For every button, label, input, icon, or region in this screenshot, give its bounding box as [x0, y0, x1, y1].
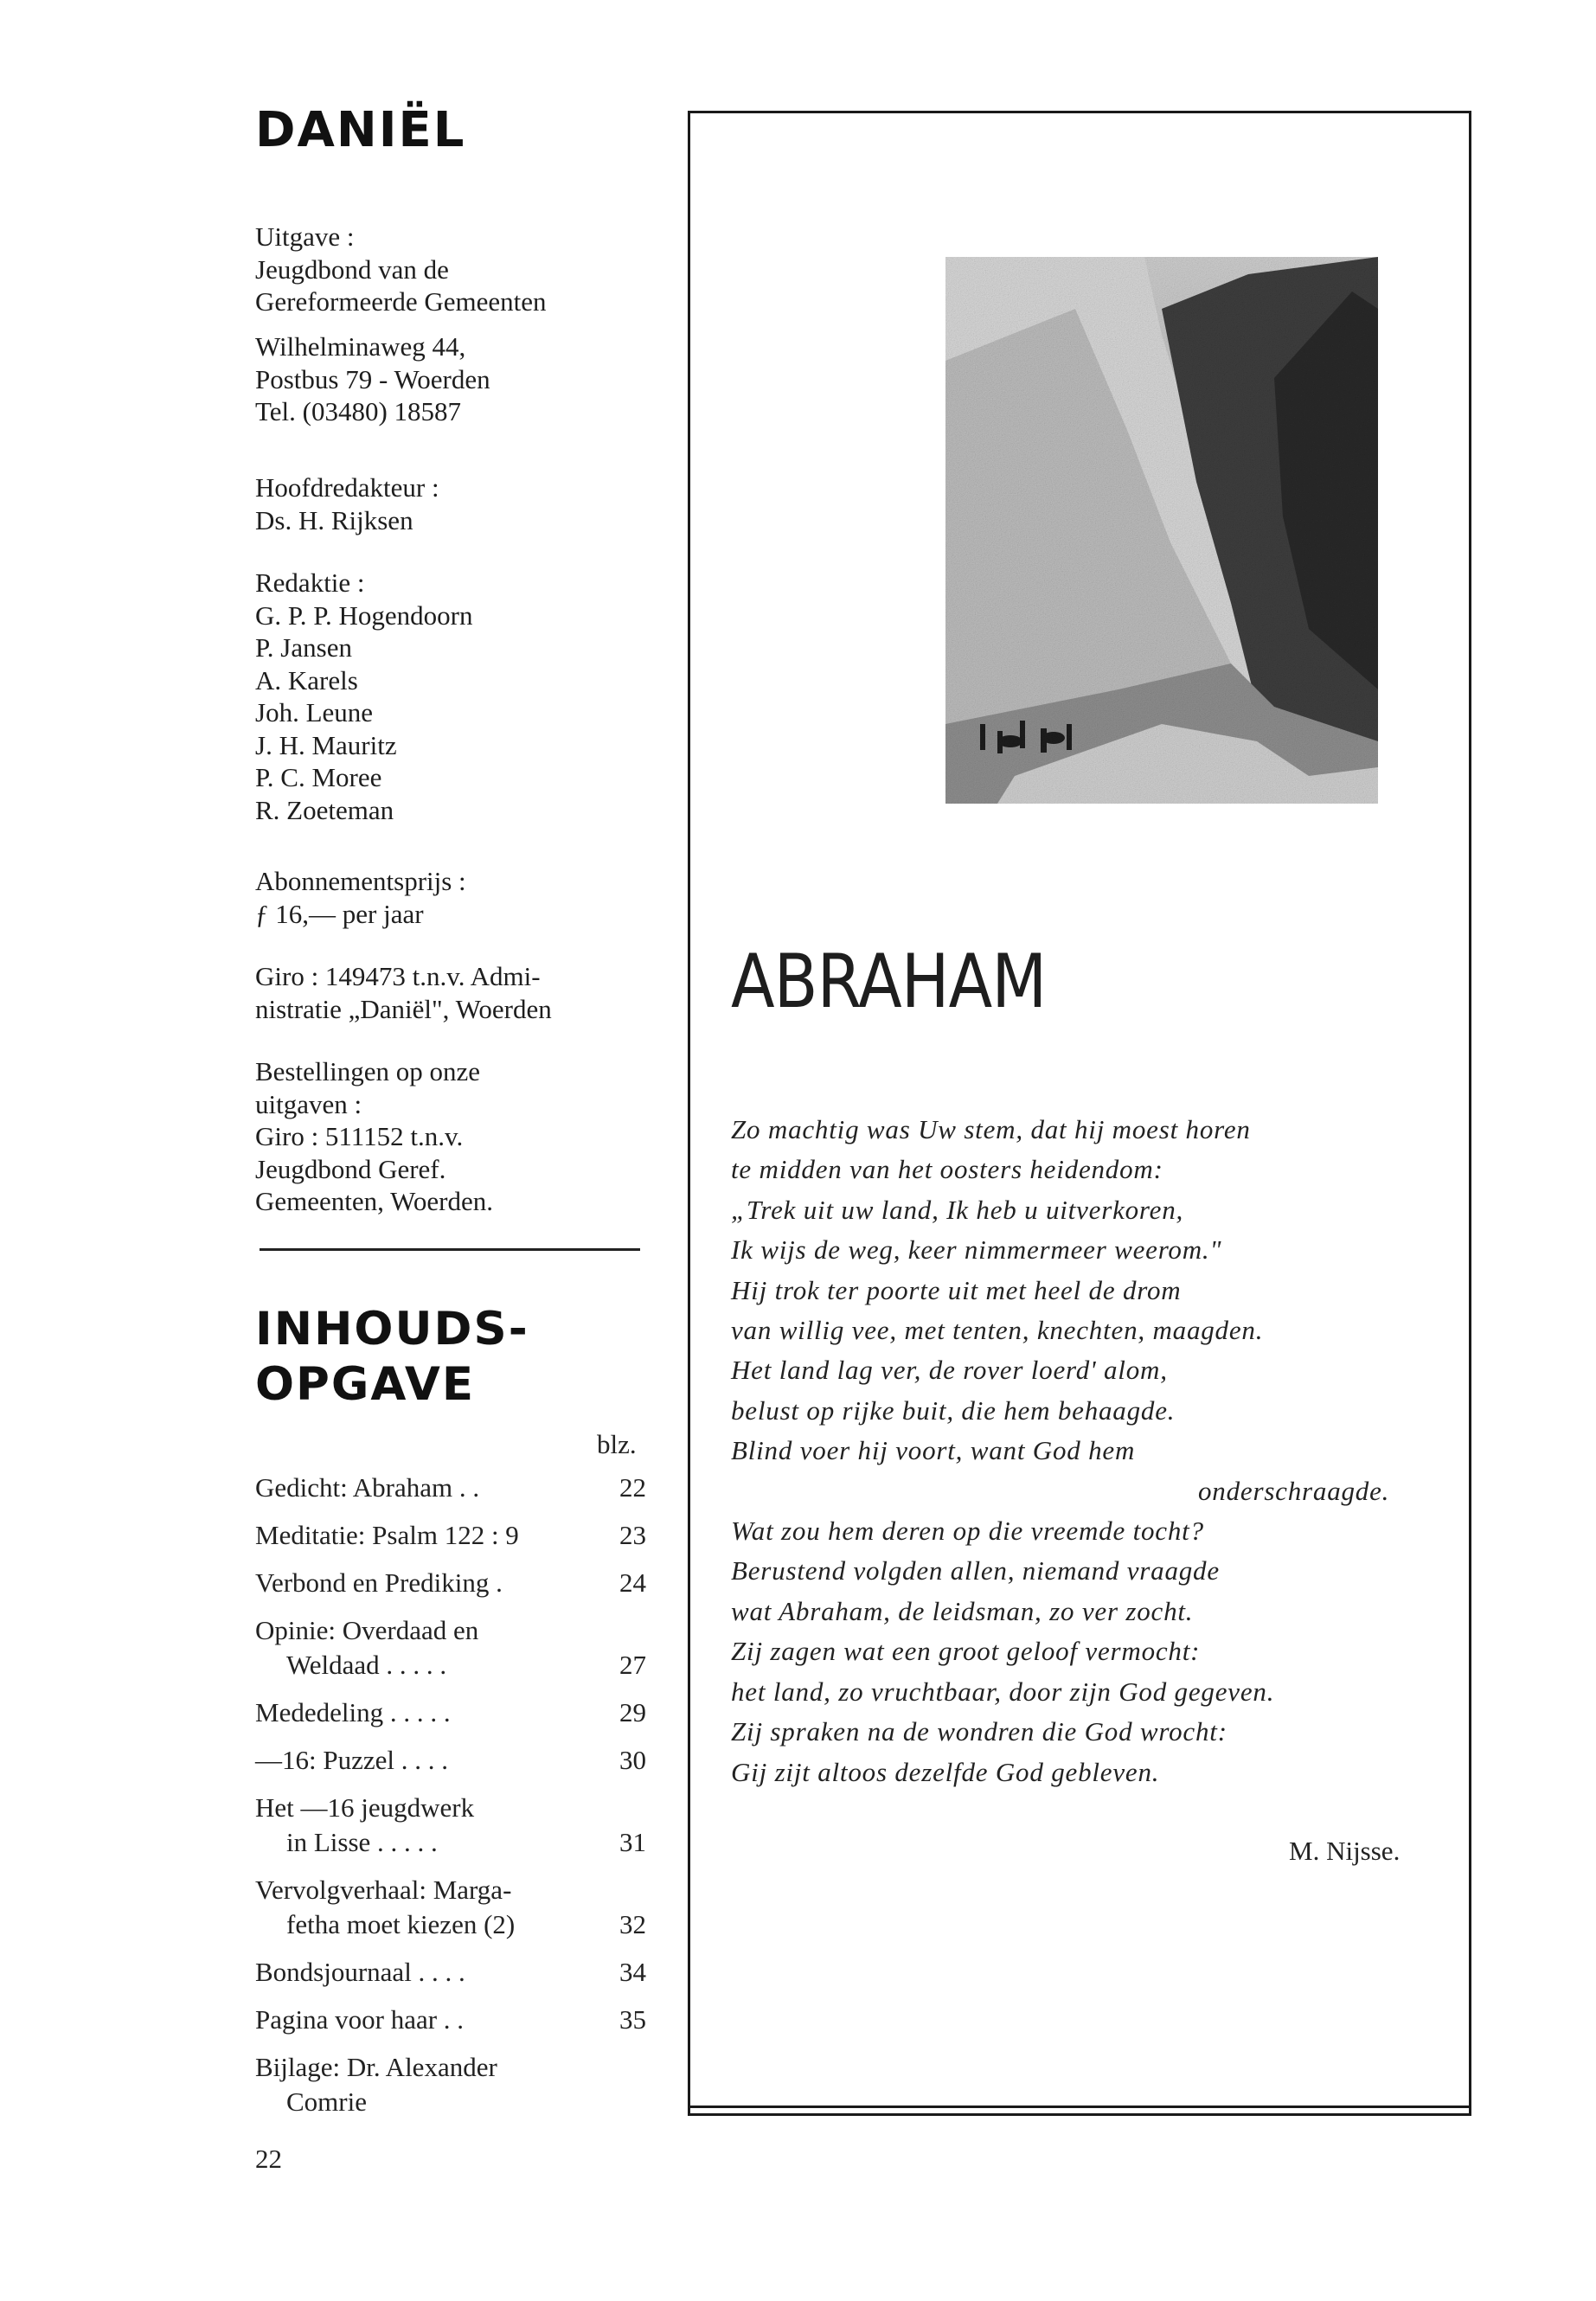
- toc-entry-title: Mededeling . . . . .: [255, 1697, 451, 1727]
- poem-body: [731, 1110, 1389, 1792]
- poem-line: Zij zagen wat een groot geloof vermocht:: [731, 1636, 1201, 1667]
- poem-line: Ik wijs de weg, keer nimmermeer weerom.": [731, 1234, 1222, 1266]
- toc-entry: [255, 2050, 653, 2119]
- toc-entry-title: Bijlage: Dr. Alexander: [255, 2052, 497, 2082]
- toc-entry: [255, 1471, 653, 1505]
- info-line: Redaktie :: [255, 567, 365, 598]
- toc-entry: [255, 2003, 653, 2037]
- info-block: [255, 865, 670, 930]
- toc-entry-title-continued: Comrie: [286, 2086, 367, 2117]
- toc-entry: [255, 1955, 653, 1990]
- toc-entry: [255, 1873, 653, 1942]
- poem-line: het land, zo vruchtbaar, door zijn God gegeven.: [731, 1676, 1275, 1707]
- info-line: Bestellingen op onze: [255, 1056, 480, 1086]
- toc-entry-page: 29: [619, 1697, 646, 1727]
- page-number: 22: [255, 2144, 282, 2174]
- info-line: P. C. Moree: [255, 762, 382, 792]
- poem-line: Zij spraken na de wondren die God wrocht:: [731, 1716, 1227, 1747]
- mountain-gorge-photo: [945, 257, 1378, 804]
- frame-top-rule: [688, 111, 1471, 113]
- info-line: Hoofdredakteur :: [255, 472, 439, 503]
- poem-line: Blind voer hij voort, want God hem: [731, 1435, 1136, 1466]
- info-line: Gemeenten, Woerden.: [255, 1186, 493, 1216]
- info-line: R. Zoeteman: [255, 794, 394, 825]
- info-block: [255, 330, 670, 428]
- frame-bottom-rule-double: [688, 2113, 1471, 2116]
- toc-entry-title: Pagina voor haar . .: [255, 2004, 465, 2035]
- toc-entry-page: 27: [619, 1650, 646, 1680]
- info-block: [255, 960, 670, 1025]
- info-line: Wilhelminaweg 44,: [255, 331, 466, 362]
- info-line: Giro : 149473 t.n.v. Admi-: [255, 961, 541, 991]
- info-line: Abonnementsprijs :: [255, 866, 466, 896]
- info-line: uitgaven :: [255, 1088, 362, 1119]
- toc-heading-line2: OPGAVE: [255, 1358, 476, 1411]
- poem-line: belust op rijke buit, die hem behaagde.: [731, 1394, 1176, 1426]
- toc-entry: [255, 1791, 653, 1860]
- info-line: A. Karels: [255, 664, 358, 695]
- info-block: [255, 1055, 670, 1218]
- info-line: G. P. P. Hogendoorn: [255, 599, 473, 631]
- poem-line: Het land lag ver, de rover loerd' alom,: [731, 1355, 1168, 1386]
- section-divider: [260, 1248, 640, 1251]
- toc-entry-page: 24: [619, 1567, 646, 1598]
- toc-entry-title: Vervolgverhaal: Marga-: [255, 1875, 512, 1905]
- poem-line: wat Abraham, de leidsman, zo ver zocht.: [731, 1595, 1194, 1626]
- toc-entry-page: 35: [619, 2004, 646, 2035]
- toc-entry-title: Opinie: Overdaad en: [255, 1615, 479, 1645]
- toc-entry: [255, 1743, 653, 1778]
- info-block: [255, 471, 670, 536]
- toc-entry-title-continued: in Lisse . . . . .: [286, 1827, 438, 1857]
- toc-list: [255, 1471, 653, 2132]
- toc-entry-page: 22: [619, 1472, 646, 1503]
- poem-line: Wat zou hem deren op die vreemde tocht?: [731, 1516, 1204, 1547]
- info-line: J. H. Mauritz: [255, 729, 397, 760]
- masthead-title: DANIËL: [255, 102, 466, 158]
- poem-title: ABRAHAM: [731, 939, 1047, 1025]
- toc-entry-page: 34: [619, 1957, 646, 1987]
- poem-line: „Trek uit uw land, Ik heb u uitverkoren,: [731, 1194, 1184, 1225]
- poem-line: van willig vee, met tenten, knechten, maagden.: [731, 1315, 1264, 1346]
- toc-entry: [255, 1518, 653, 1553]
- info-line: Tel. (03480) 18587: [255, 396, 462, 426]
- info-line: Jeugdbond van de: [255, 253, 449, 285]
- info-line: Jeugdbond Geref.: [255, 1153, 446, 1184]
- poem-line: onderschraagde.: [1198, 1475, 1390, 1506]
- toc-entry-title: Verbond en Prediking .: [255, 1567, 503, 1598]
- poem-line: Berustend volgden allen, niemand vraagde: [731, 1555, 1220, 1586]
- poem-line: Gij zijt altoos dezelfde God gebleven.: [731, 1756, 1160, 1787]
- toc-heading-line1: INHOUDS-: [255, 1303, 529, 1356]
- info-line: nistratie „Daniël", Woerden: [255, 993, 552, 1024]
- toc-entry: [255, 1695, 653, 1730]
- toc-entry-page: 31: [619, 1827, 646, 1857]
- info-line: P. Jansen: [255, 632, 352, 663]
- toc-entry-title: Gedicht: Abraham . .: [255, 1472, 480, 1503]
- toc-page-column-label: blz.: [597, 1429, 637, 1459]
- info-line: ƒ 16,— per jaar: [255, 898, 424, 929]
- poem-line: te midden van het oosters heidendom:: [731, 1154, 1163, 1185]
- info-line: Gereformeerde Gemeenten: [255, 286, 547, 317]
- toc-entry: [255, 1613, 653, 1682]
- poem-line: Hij trok ter poorte uit met heel de drom: [731, 1274, 1182, 1305]
- toc-entry-title: Het —16 jeugdwerk: [255, 1792, 475, 1823]
- toc-entry-title-continued: fetha moet kiezen (2): [286, 1909, 516, 1939]
- info-block: [255, 567, 670, 826]
- frame-bottom-rule: [688, 2106, 1471, 2108]
- info-line: Postbus 79 - Woerden: [255, 363, 490, 394]
- info-line: Uitgave :: [255, 221, 355, 252]
- toc-entry-title: Meditatie: Psalm 122 : 9: [255, 1520, 519, 1550]
- toc-entry-page: 32: [619, 1909, 646, 1939]
- toc-entry-page: 23: [619, 1520, 646, 1550]
- toc-entry: [255, 1566, 653, 1600]
- poem-author: M. Nijsse.: [1289, 1836, 1401, 1866]
- toc-entry-page: 30: [619, 1745, 646, 1775]
- info-line: Ds. H. Rijksen: [255, 504, 413, 535]
- toc-entry-title: —16: Puzzel . . . .: [255, 1745, 448, 1775]
- toc-heading: [255, 1302, 529, 1413]
- info-line: Giro : 511152 t.n.v.: [255, 1121, 464, 1151]
- info-line: Joh. Leune: [255, 697, 374, 727]
- info-block: [255, 221, 670, 318]
- toc-entry-title-continued: Weldaad . . . . .: [286, 1650, 447, 1680]
- poem-line: Zo machtig was Uw stem, dat hij moest horen: [731, 1114, 1251, 1144]
- toc-entry-title: Bondsjournaal . . . .: [255, 1957, 465, 1987]
